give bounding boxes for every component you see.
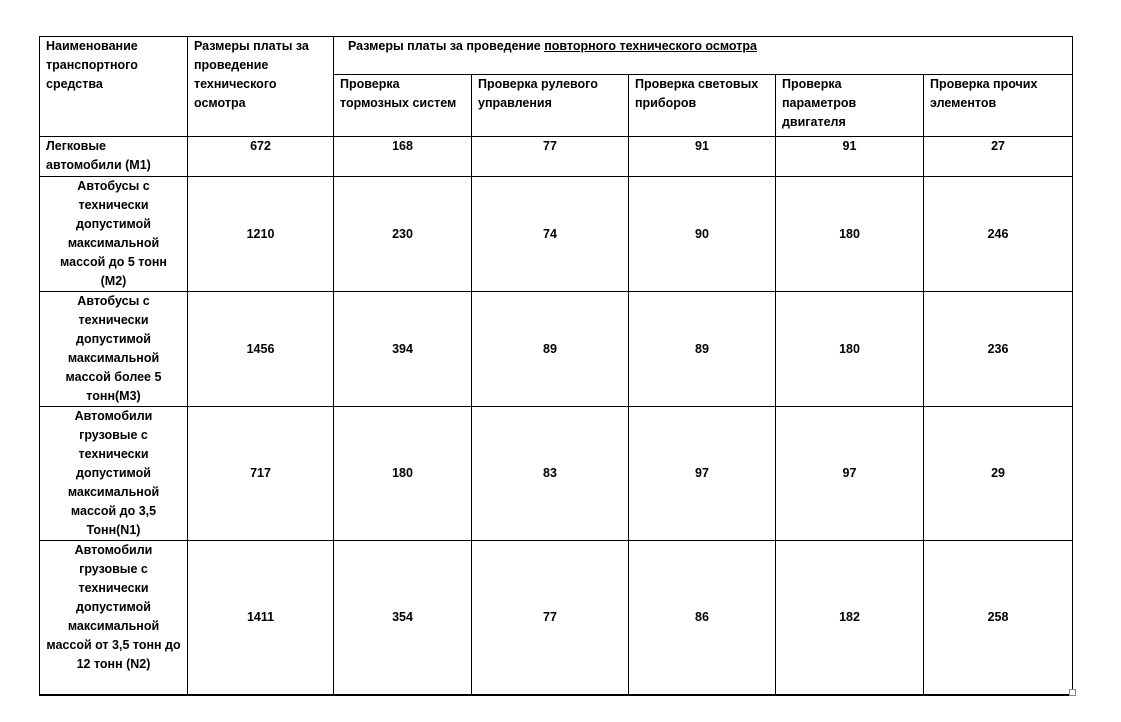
table-resize-handle[interactable] — [1069, 689, 1076, 696]
brakes-cell: 180 — [334, 407, 472, 541]
lights-cell: 90 — [629, 177, 776, 292]
brakes-cell: 354 — [334, 541, 472, 695]
lights-cell: 86 — [629, 541, 776, 695]
vehicle-name-cell: Легковые автомобили (М1) — [40, 137, 188, 177]
table-row — [40, 177, 1073, 292]
brakes-cell: 230 — [334, 177, 472, 292]
lights-cell: 91 — [629, 137, 776, 177]
other-cell: 29 — [924, 407, 1073, 541]
engine-cell: 180 — [776, 177, 924, 292]
header-inspection-fee: Размеры платы за проведение технического осмотра — [188, 37, 334, 137]
inspection-fee-table — [39, 36, 1073, 696]
vehicle-name-cell: Автобусы с технически допустимой максимальной массой до 5 тонн (М2) — [40, 177, 188, 292]
steering-cell: 89 — [472, 292, 629, 407]
engine-cell: 91 — [776, 137, 924, 177]
steering-cell: 77 — [472, 541, 629, 695]
header-vehicle-name: Наименование транспортного средства — [40, 37, 188, 137]
header-other: Проверка прочих элементов — [924, 75, 1073, 137]
brakes-cell: 168 — [334, 137, 472, 177]
header-row-1 — [40, 37, 1073, 75]
other-cell: 258 — [924, 541, 1073, 695]
vehicle-name-cell: Автомобили грузовые с технически допустимой максимальной массой до 3,5 Тонн(N1) — [40, 407, 188, 541]
fee-cell: 717 — [188, 407, 334, 541]
header-repeat-fee-prefix: Размеры платы за проведение — [348, 39, 545, 53]
table-row — [40, 541, 1073, 695]
other-cell: 236 — [924, 292, 1073, 407]
engine-cell: 97 — [776, 407, 924, 541]
header-repeat-inspection-fee — [334, 37, 1073, 75]
header-engine: Проверка параметров двигателя — [776, 75, 924, 137]
fee-cell: 1210 — [188, 177, 334, 292]
header-lights: Проверка световых приборов — [629, 75, 776, 137]
fee-cell: 1411 — [188, 541, 334, 695]
engine-cell: 180 — [776, 292, 924, 407]
brakes-cell: 394 — [334, 292, 472, 407]
engine-cell: 182 — [776, 541, 924, 695]
steering-cell: 74 — [472, 177, 629, 292]
fee-cell: 1456 — [188, 292, 334, 407]
lights-cell: 89 — [629, 292, 776, 407]
table-row — [40, 407, 1073, 541]
steering-cell: 83 — [472, 407, 629, 541]
lights-cell: 97 — [629, 407, 776, 541]
vehicle-name-cell: Автомобили грузовые с технически допустимой максимальной массой от 3,5 тонн до 12 тонн (N2) — [40, 541, 188, 695]
other-cell: 246 — [924, 177, 1073, 292]
fee-cell: 672 — [188, 137, 334, 177]
other-cell: 27 — [924, 137, 1073, 177]
table-row — [40, 137, 1073, 177]
header-repeat-fee-underlined: повторного технического осмотра — [544, 39, 757, 53]
steering-cell: 77 — [472, 137, 629, 177]
header-steering: Проверка рулевого управления — [472, 75, 629, 137]
table-row — [40, 292, 1073, 407]
header-brakes: Проверка тормозных систем — [334, 75, 472, 137]
vehicle-name-cell: Автобусы с технически допустимой максимальной массой более 5 тонн(М3) — [40, 292, 188, 407]
